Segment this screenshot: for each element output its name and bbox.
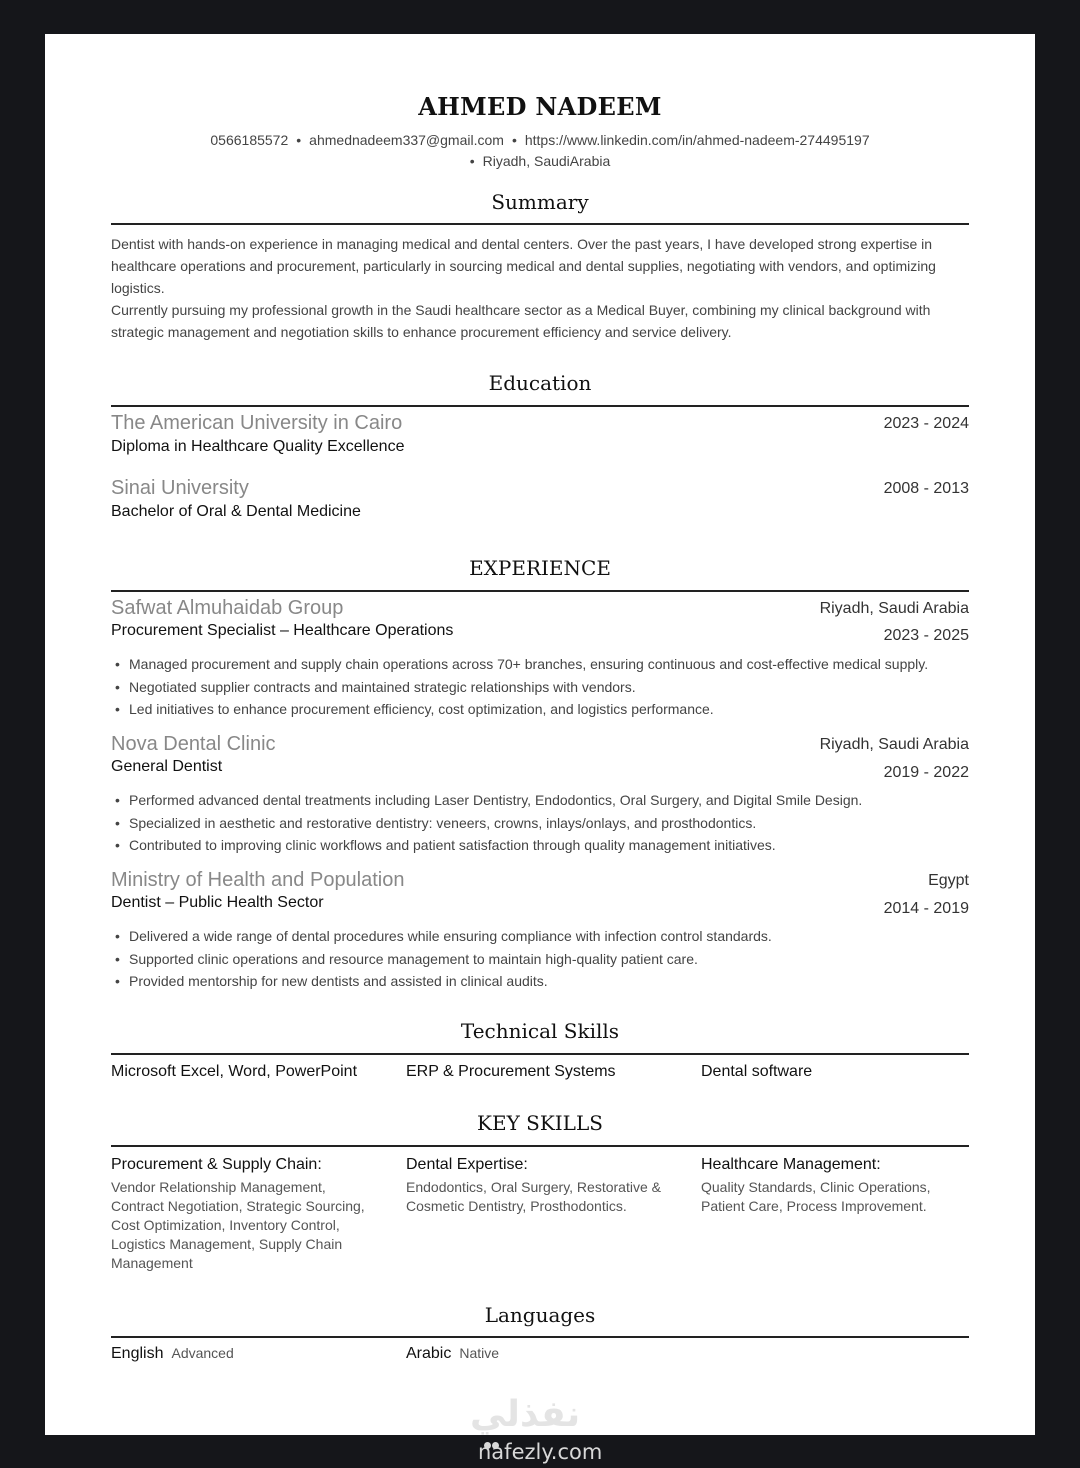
linkedin-link[interactable]: https://www.linkedin.com/in/ahmed-nadeem-274495197 — [524, 132, 870, 148]
language-item — [406, 1345, 686, 1363]
separator: • — [511, 132, 517, 148]
job-role: Dentist – Public Health Sector — [111, 894, 324, 911]
bullet-item: • Managed procurement and supply chain operations across 70+ branches, ensuring continuous and cost-effective medical supply. — [111, 653, 969, 676]
section-title-education: Education — [488, 371, 592, 395]
location: Riyadh, SaudiArabia — [482, 153, 611, 169]
bullet-item: • Performed advanced dental treatments including Laser Dentistry, Endodontics, Oral Surgery, and Digital Smile Design. — [111, 789, 969, 812]
section-title-summary: Summary — [491, 190, 589, 214]
key-skill-group — [406, 1154, 676, 1216]
key-skill-heading: Healthcare Management: — [701, 1156, 881, 1173]
language-item — [111, 1345, 391, 1363]
key-skill-group — [111, 1154, 381, 1273]
language-level: Advanced — [171, 1345, 234, 1361]
job-location: Riyadh, Saudi Arabia — [819, 736, 969, 753]
experience-item — [111, 597, 969, 717]
separator: • — [469, 153, 475, 169]
watermark-arabic: نفذلي — [470, 1394, 581, 1435]
language-level: Native — [459, 1345, 500, 1361]
summary-text — [111, 233, 969, 343]
resume-page — [45, 34, 1035, 1435]
job-role: General Dentist — [111, 758, 223, 775]
section-title-key-skills: KEY SKILLS — [477, 1111, 603, 1135]
degree: Diploma in Healthcare Quality Excellence — [111, 438, 405, 455]
section-divider — [111, 1053, 969, 1055]
section-title-languages: Languages — [484, 1303, 596, 1327]
company-name: Safwat Almuhaidab Group — [111, 597, 344, 619]
company-name: Nova Dental Clinic — [111, 733, 276, 755]
section-divider — [111, 590, 969, 592]
key-skill-body: Endodontics, Oral Surgery, Restorative & Cosmetic Dentistry, Prosthodontics. — [406, 1179, 661, 1214]
phone: 0566185572 — [210, 132, 289, 148]
bullet-item: • Contributed to improving clinic workflows and patient satisfaction through quality management initiatives. — [111, 834, 969, 857]
key-skill-body: Vendor Relationship Management, Contract Negotiation, Strategic Sourcing, Cost Optimization, Inventory Control, Logistics Management, Supply Chain Management — [111, 1179, 365, 1271]
technical-skill: Microsoft Excel, Word, PowerPoint — [111, 1063, 358, 1080]
education-dates: 2008 - 2013 — [883, 480, 969, 497]
education-item — [111, 412, 969, 456]
contact-info — [111, 130, 969, 172]
job-bullets — [111, 653, 969, 721]
technical-skill: ERP & Procurement Systems — [406, 1063, 616, 1080]
key-skill-heading: Procurement & Supply Chain: — [111, 1156, 322, 1173]
language-name: Arabic — [406, 1345, 452, 1362]
company-name: Ministry of Health and Population — [111, 869, 405, 891]
job-dates: 2019 - 2022 — [883, 764, 969, 781]
job-location: Egypt — [928, 872, 969, 889]
technical-skill: Dental software — [701, 1063, 813, 1080]
experience-item — [111, 869, 969, 989]
bullet-item: • Supported clinic operations and resource management to maintain high-quality patient care. — [111, 948, 969, 971]
degree: Bachelor of Oral & Dental Medicine — [111, 503, 361, 520]
candidate-name: AHMED NADEEM — [418, 92, 662, 121]
section-title-experience: EXPERIENCE — [469, 556, 611, 580]
section-title-technical-skills: Technical Skills — [460, 1019, 620, 1043]
summary-paragraph: Currently pursuing my professional growth in the Saudi healthcare sector as a Medical Buyer, combining my clinical background with strategic management and negotiation skills to enhance procurement efficiency and service delivery. — [111, 302, 931, 340]
job-dates: 2014 - 2019 — [883, 900, 969, 917]
education-dates: 2023 - 2024 — [883, 415, 969, 432]
separator: • — [296, 132, 302, 148]
bullet-item: • Led initiatives to enhance procurement efficiency, cost optimization, and logistics performance. — [111, 698, 969, 721]
summary-paragraph: Dentist with hands-on experience in managing medical and dental centers. Over the past years, I have developed strong expertise in healthcare operations and procurement, particularly in sourcing medical and dental supplies, negotiating with vendors, and optimizing logistics. — [111, 236, 936, 296]
email[interactable]: ahmednadeem337@gmail.com — [309, 132, 504, 148]
section-divider — [111, 223, 969, 225]
bullet-item: • Delivered a wide range of dental procedures while ensuring compliance with infection control standards. — [111, 925, 969, 948]
job-dates: 2023 - 2025 — [883, 627, 969, 644]
experience-item — [111, 733, 969, 853]
section-divider — [111, 405, 969, 407]
watermark-site: nafezly.com — [478, 1440, 603, 1464]
key-skill-heading: Dental Expertise: — [406, 1156, 528, 1173]
section-divider — [111, 1145, 969, 1147]
job-location: Riyadh, Saudi Arabia — [819, 600, 969, 617]
language-name: English — [111, 1345, 164, 1362]
education-item — [111, 477, 969, 521]
job-bullets — [111, 925, 969, 993]
bullet-item: • Provided mentorship for new dentists and assisted in clinical audits. — [111, 970, 969, 993]
bullet-item: • Specialized in aesthetic and restorative dentistry: veneers, crowns, inlays/onlays, and prosthodontics. — [111, 812, 969, 835]
key-skill-group — [701, 1154, 961, 1216]
section-divider — [111, 1336, 969, 1338]
school-name: Sinai University — [111, 477, 249, 499]
job-role: Procurement Specialist – Healthcare Operations — [111, 622, 454, 639]
school-name: The American University in Cairo — [111, 412, 403, 434]
bullet-item: • Negotiated supplier contracts and maintained strategic relationships with vendors. — [111, 676, 969, 699]
key-skill-body: Quality Standards, Clinic Operations, Patient Care, Process Improvement. — [701, 1179, 931, 1214]
job-bullets — [111, 789, 969, 857]
